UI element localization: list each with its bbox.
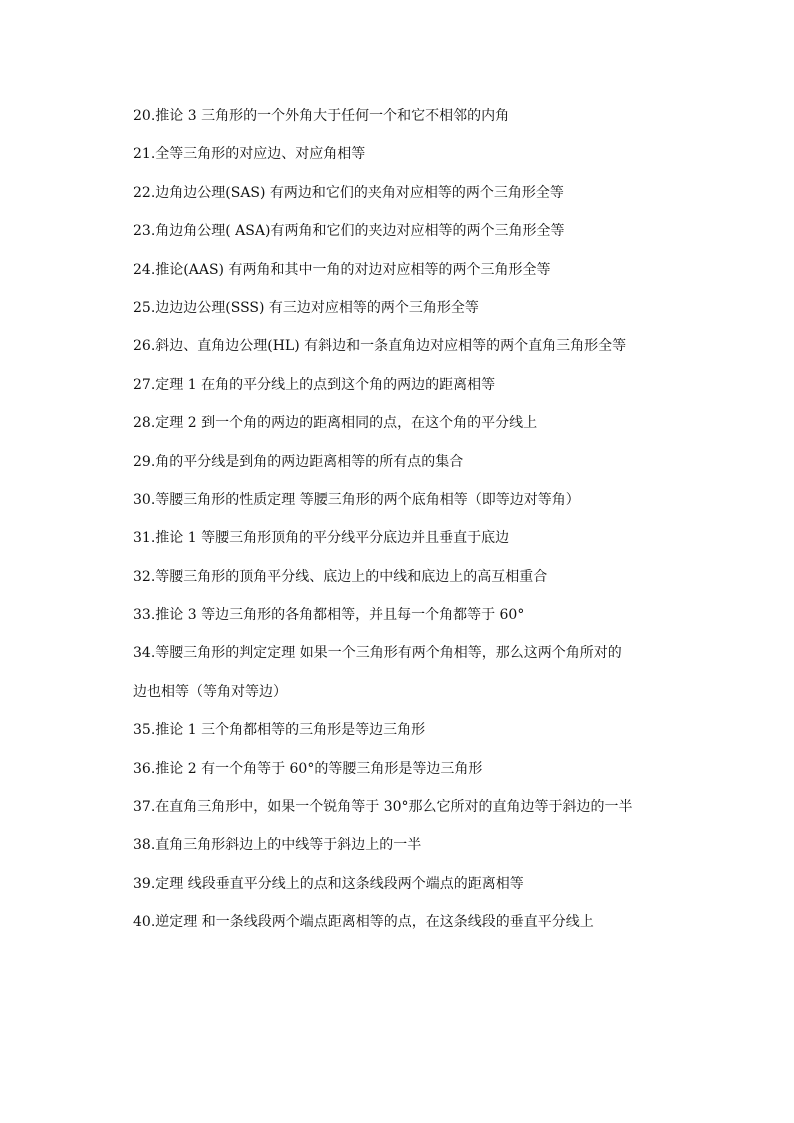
theorem-27: 27.定理 1 在角的平分线上的点到这个角的两边的距离相等 bbox=[133, 376, 496, 393]
theorem-37: 37.在直角三角形中，如果一个锐角等于 30°那么它所对的直角边等于斜边的一半 bbox=[133, 799, 633, 816]
theorem-34: 34.等腰三角形的判定定理 如果一个三角形有两个角相等，那么这两个角所对的 bbox=[133, 645, 622, 662]
theorem-23: 23.角边角公理( ASA)有两角和它们的夹边对应相等的两个三角形全等 bbox=[133, 223, 565, 240]
theorem-20: 20.推论 3 三角形的一个外角大于任何一个和它不相邻的内角 bbox=[133, 108, 510, 124]
theorem-21: 21.全等三角形的对应边、对应角相等 bbox=[133, 146, 366, 163]
theorem-33: 33.推论 3 等边三角形的各角都相等，并且每一个角都等于 60° bbox=[133, 607, 525, 624]
theorem-31: 31.推论 1 等腰三角形顶角的平分线平分底边并且垂直于底边 bbox=[133, 530, 510, 547]
theorem-40: 40.逆定理 和一条线段两个端点距离相等的点，在这条线段的垂直平分线上 bbox=[133, 914, 594, 931]
theorem-38: 38.直角三角形斜边上的中线等于斜边上的一半 bbox=[133, 837, 422, 854]
theorem-36: 36.推论 2 有一个角等于 60°的等腰三角形是等边三角形 bbox=[133, 760, 483, 777]
theorem-list bbox=[133, 103, 678, 948]
theorem-22: 22.边角边公理(SAS) 有两边和它们的夹角对应相等的两个三角形全等 bbox=[133, 184, 564, 201]
theorem-35: 35.推论 1 三个角都相等的三角形是等边三角形 bbox=[133, 722, 426, 739]
theorem-26: 26.斜边、直角边公理(HL) 有斜边和一条直角边对应相等的两个直角三角形全等 bbox=[133, 338, 627, 355]
theorem-39: 39.定理 线段垂直平分线上的点和这条线段两个端点的距离相等 bbox=[133, 875, 524, 892]
theorem-29: 29.角的平分线是到角的两边距离相等的所有点的集合 bbox=[133, 453, 464, 470]
theorem-32: 32.等腰三角形的顶角平分线、底边上的中线和底边上的高互相重合 bbox=[133, 568, 548, 585]
theorem-24: 24.推论(AAS) 有两角和其中一角的对边对应相等的两个三角形全等 bbox=[133, 261, 551, 278]
theorem-28: 28.定理 2 到一个角的两边的距离相同的点，在这个角的平分线上 bbox=[133, 415, 538, 432]
theorem-25: 25.边边边公理(SSS) 有三边对应相等的两个三角形全等 bbox=[133, 299, 479, 316]
theorem-30: 30.等腰三角形的性质定理 等腰三角形的两个底角相等（即等边对等角） bbox=[133, 491, 580, 508]
theorem-34-continued: 边也相等（等角对等边） bbox=[133, 683, 287, 700]
